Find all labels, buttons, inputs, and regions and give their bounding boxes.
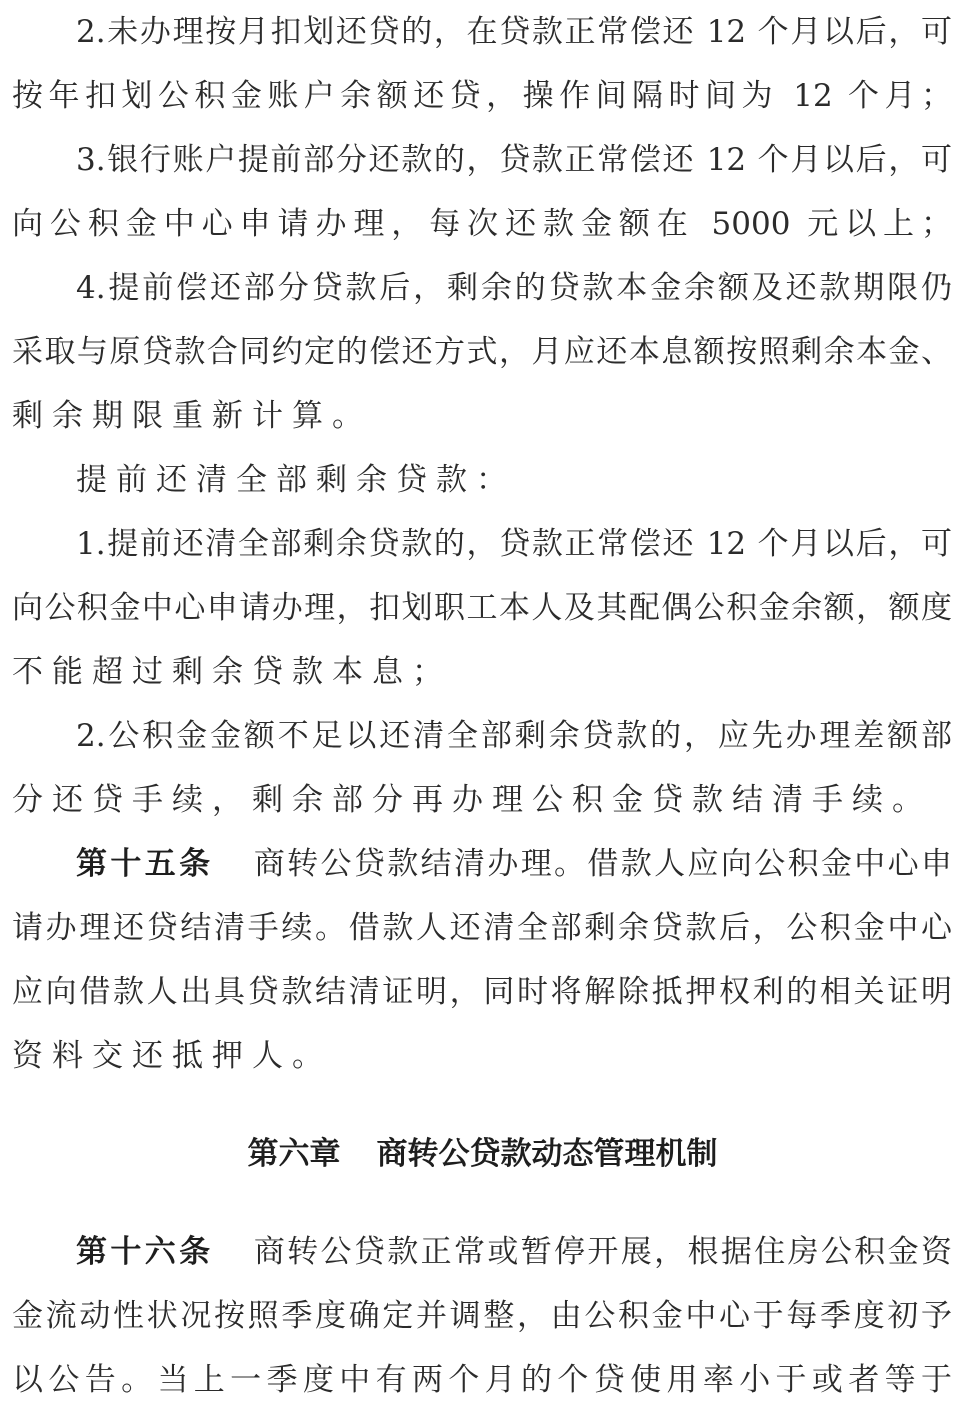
paragraph-line: 向公积金中心申请办理，扣划职工本人及其配偶公积金余额，额度 [12, 590, 952, 626]
article-16-label: 第十六条 [76, 1234, 214, 1270]
paragraph-line: 1.提前还清全部剩余贷款的，贷款正常偿还 12 个月以后，可 [76, 526, 952, 562]
paragraph-line: 应向借款人出具贷款结清证明，同时将解除抵押权利的相关证明 [12, 974, 952, 1010]
paragraph-line: 按年扣划公积金账户余额还贷，操作间隔时间为 12 个月； [12, 78, 952, 114]
article-16-first-line [76, 1232, 952, 1272]
chapter-heading [0, 1134, 965, 1174]
paragraph-line: 2.未办理按月扣划还贷的，在贷款正常偿还 12 个月以后，可 [76, 14, 952, 50]
section-heading-line: 提前还清全部剩余贷款： [76, 462, 516, 498]
paragraph-line: 资料交还抵押人。 [12, 1038, 332, 1074]
paragraph-line: 采取与原贷款合同约定的偿还方式，月应还本息额按照剩余本金、 [12, 334, 952, 370]
paragraph-line: 4.提前偿还部分贷款后，剩余的贷款本金余额及还款期限仍 [76, 270, 952, 306]
article-15-label: 第十五条 [76, 846, 214, 882]
paragraph-line: 以公告。当上一季度中有两个月的个贷使用率小于或者等于 [12, 1362, 952, 1398]
paragraph-line: 向公积金中心申请办理，每次还款金额在 5000 元以上； [12, 206, 952, 242]
article-15-text: 商转公贷款结清办理。借款人应向公积金中心申 [251, 846, 953, 882]
article-16-text: 商转公贷款正常或暂停开展，根据住房公积金资 [251, 1234, 953, 1270]
paragraph-line: 3.银行账户提前部分还款的，贷款正常偿还 12 个月以后，可 [76, 142, 952, 178]
paragraph-line: 剩余期限重新计算。 [12, 398, 372, 434]
paragraph-line: 分还贷手续，剩余部分再办理公积金贷款结清手续。 [12, 782, 932, 818]
paragraph-line: 请办理还贷结清手续。借款人还清全部剩余贷款后，公积金中心 [12, 910, 952, 946]
article-15-first-line [76, 844, 952, 884]
paragraph-line: 2.公积金金额不足以还清全部剩余贷款的，应先办理差额部 [76, 718, 952, 754]
chapter-number: 第六章 [247, 1136, 341, 1172]
chapter-title: 商转公贷款动态管理机制 [376, 1136, 718, 1172]
paragraph-line: 金流动性状况按照季度确定并调整，由公积金中心于每季度初予 [12, 1298, 952, 1334]
paragraph-line: 不能超过剩余贷款本息； [12, 654, 452, 690]
